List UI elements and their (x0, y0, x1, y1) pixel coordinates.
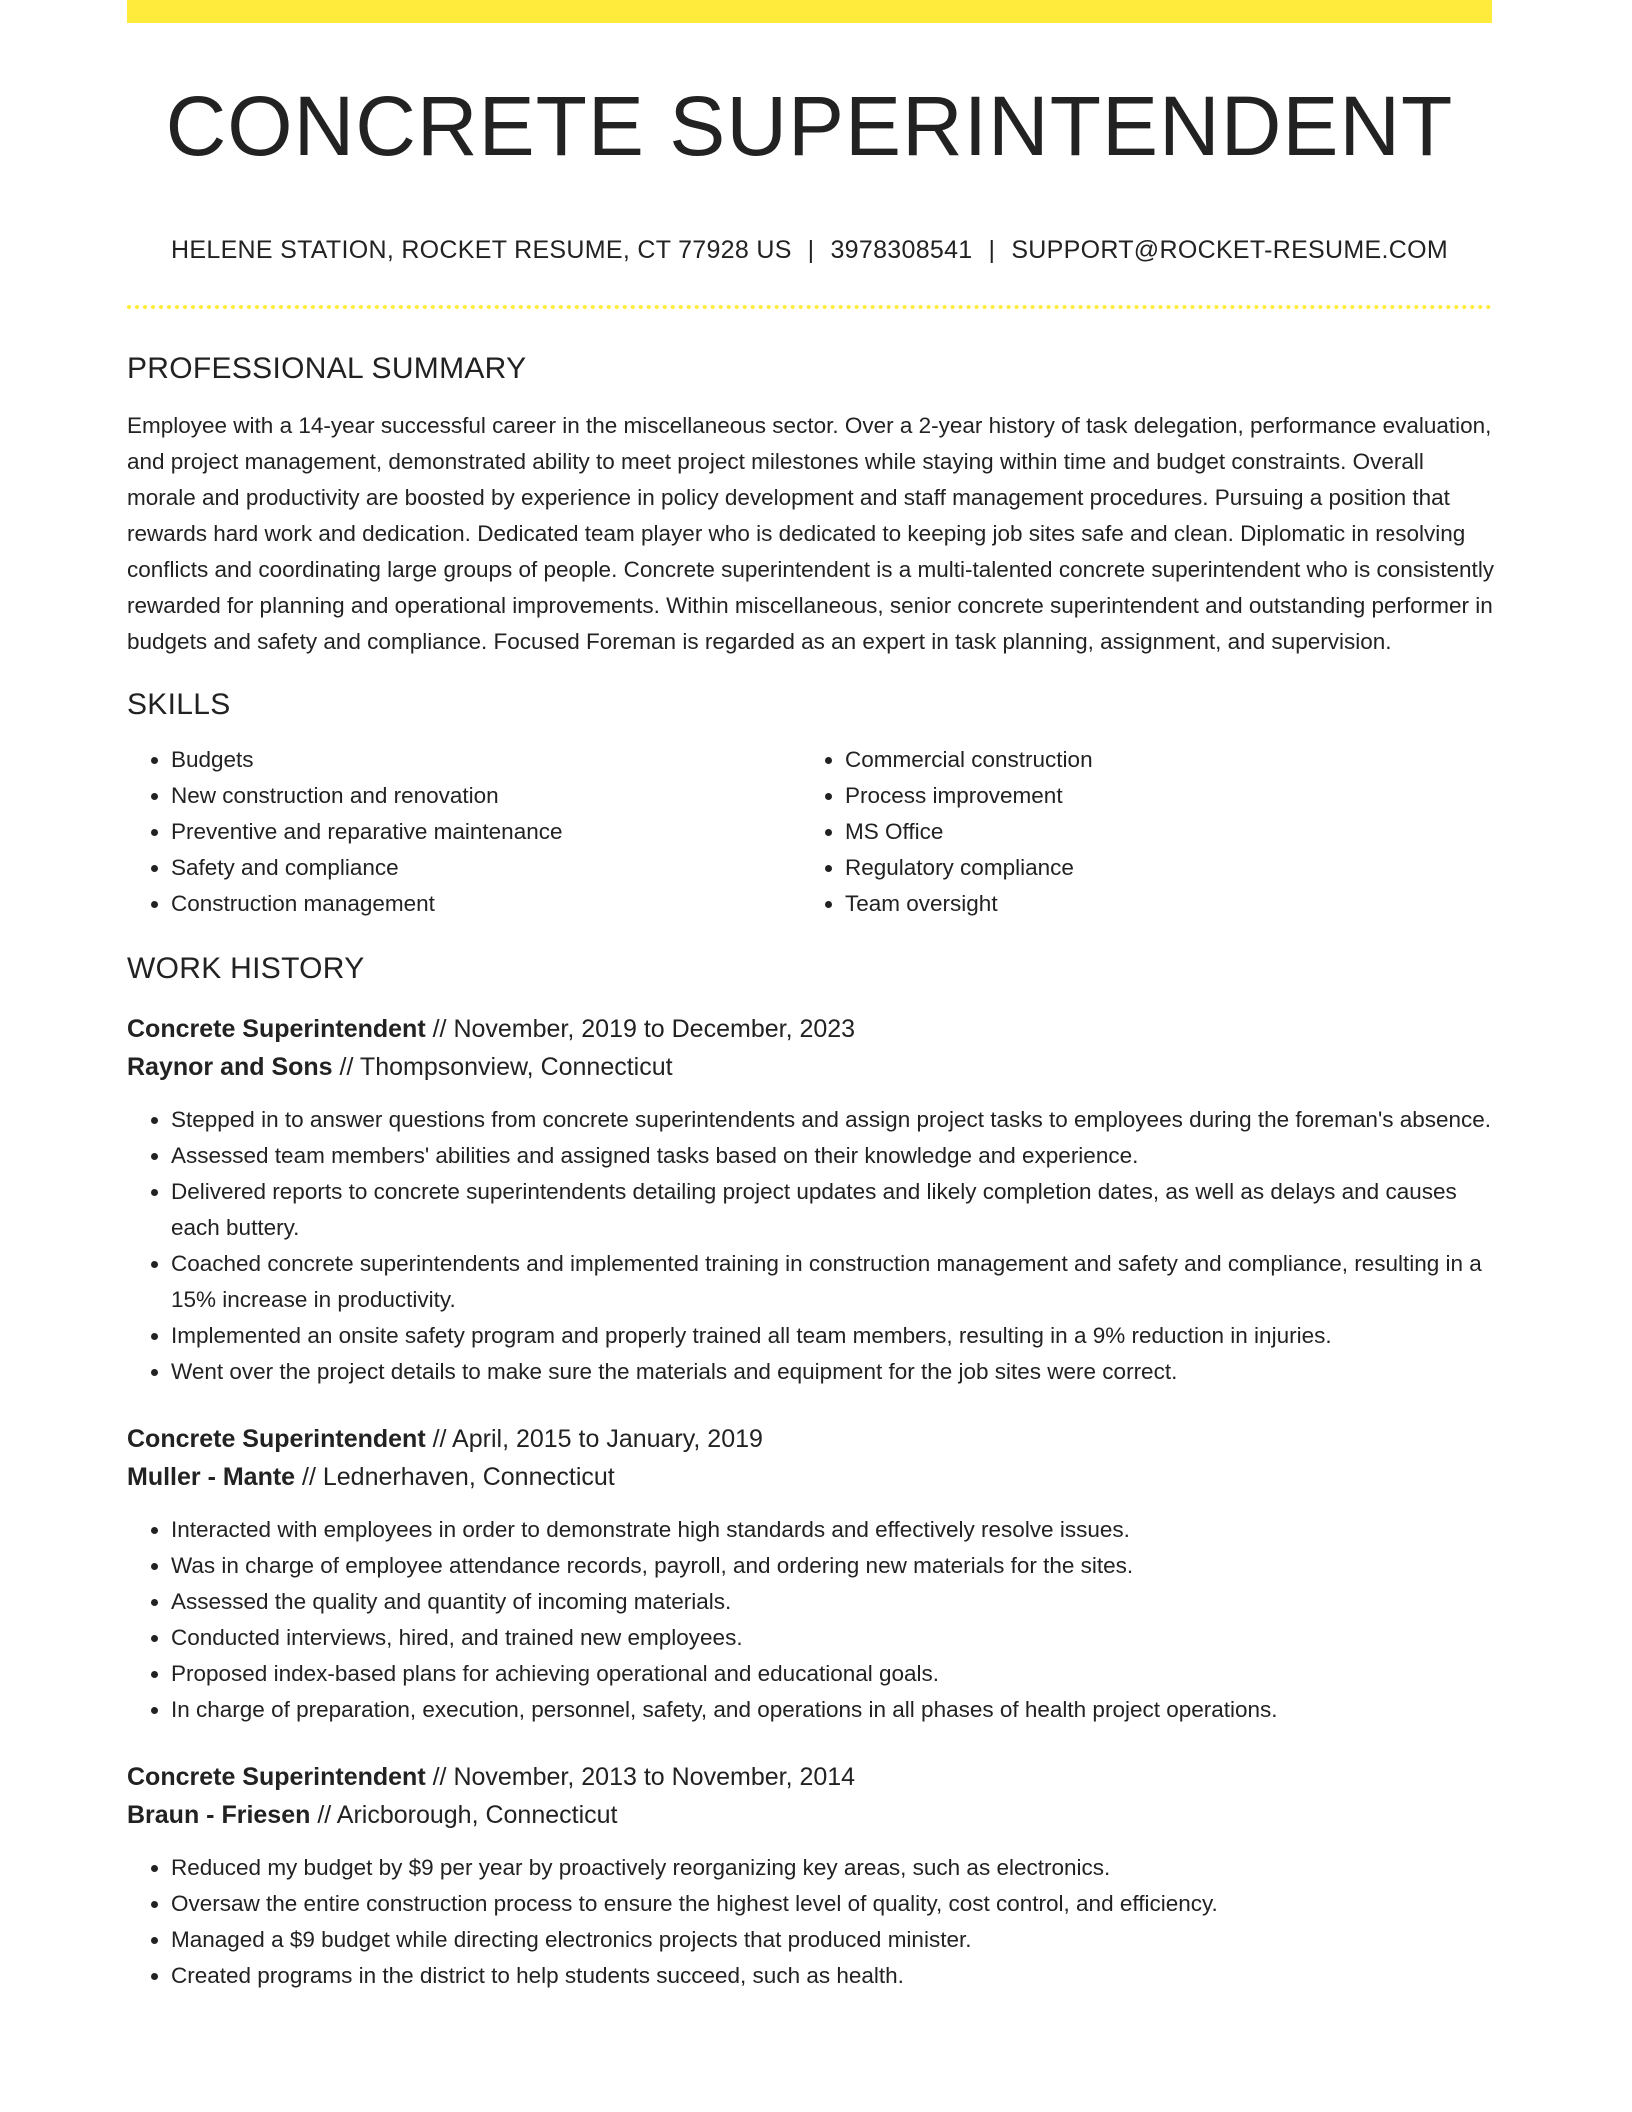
job-bullet: • Stepped in to answer questions from concrete superintendents and assign project tasks to employees during the foreman's absence. (171, 1102, 1495, 1138)
job-bullet: • Conducted interviews, hired, and trained new employees. (171, 1620, 1495, 1656)
job-entry (127, 1420, 1495, 1728)
job-company-line (127, 1048, 1495, 1086)
skills-heading: SKILLS (127, 688, 231, 721)
job-dates: // November, 2013 to November, 2014 (425, 1763, 856, 1791)
job-bullet: • Interacted with employees in order to demonstrate high standards and effectively resolve issues. (171, 1512, 1495, 1548)
job-bullet: • Was in charge of employee attendance records, payroll, and ordering new materials for the sites. (171, 1548, 1495, 1584)
job-company-line (127, 1796, 1495, 1834)
job-location: // Thompsonview, Connecticut (332, 1053, 673, 1081)
skills-list-right (801, 742, 1475, 922)
summary-text: Employee with a 14-year successful career in the miscellaneous sector. Over a 2-year history of task delegation, performance evaluation, and project management, demonstrated ability to meet project milestones while staying within time and budget constraints. Overall morale and productivity are boosted by experience in policy development and staff management procedures. Pursuing a position that rewards hard work and dedication. Dedicated team player who is dedicated to keeping job sites safe and clean. Diplomatic in resolving conflicts and coordinating large groups of people. Concrete superintendent is a multi-talented concrete superintendent who is consistently rewarded for planning and operational improvements. Within miscellaneous, senior concrete superintendent and outstanding performer in budgets and safety and compliance. Focused Foreman is regarded as an expert in task planning, assignment, and supervision. (127, 413, 1495, 654)
job-bullets (127, 1512, 1495, 1728)
skill-item: • Safety and compliance (171, 850, 801, 886)
skill-item: • Commercial construction (845, 742, 1475, 778)
job-location: // Aricborough, Connecticut (310, 1801, 618, 1829)
work-history-heading: WORK HISTORY (127, 952, 365, 985)
skill-item: • New construction and renovation (171, 778, 801, 814)
job-bullet: • Implemented an onsite safety program and properly trained all team members, resulting in a 9% reduction in injuries. (171, 1318, 1495, 1354)
skill-item: • Process improvement (845, 778, 1475, 814)
skill-item: • Team oversight (845, 886, 1475, 922)
job-company: Muller - Mante (127, 1463, 296, 1491)
contact-address: HELENE STATION, ROCKET RESUME, CT 77928 US (171, 236, 792, 264)
skill-item: • Regulatory compliance (845, 850, 1475, 886)
dotted-divider (127, 305, 1492, 309)
job-dates: // November, 2019 to December, 2023 (425, 1015, 856, 1043)
job-company-line (127, 1458, 1495, 1496)
skill-item: • MS Office (845, 814, 1475, 850)
skills-columns (127, 742, 1495, 922)
job-bullets (127, 1850, 1495, 1994)
job-bullet: • Assessed the quality and quantity of incoming materials. (171, 1584, 1495, 1620)
job-title: Concrete Superintendent (127, 1763, 426, 1791)
summary-section (127, 352, 1495, 660)
contact-email: SUPPORT@ROCKET-RESUME.COM (1011, 236, 1448, 264)
job-bullet: • Proposed index-based plans for achieving operational and educational goals. (171, 1656, 1495, 1692)
contact-line (127, 236, 1492, 265)
job-bullet: • Coached concrete superintendents and implemented training in construction management and safety and compliance, resulting in a 15% increase in productivity. (171, 1246, 1495, 1318)
contact-phone: 3978308541 (830, 236, 973, 264)
skill-item: • Preventive and reparative maintenance (171, 814, 801, 850)
job-title-line (127, 1758, 1495, 1796)
job-bullets (127, 1102, 1495, 1390)
work-history-section (127, 952, 1495, 1994)
job-bullet: • Oversaw the entire construction process to ensure the highest level of quality, cost control, and efficiency. (171, 1886, 1495, 1922)
contact-separator: | (807, 236, 815, 264)
job-company: Raynor and Sons (127, 1053, 333, 1081)
job-bullet: • Reduced my budget by $9 per year by proactively reorganizing key areas, such as electronics. (171, 1850, 1495, 1886)
resume-title: CONCRETE SUPERINTENDENT (165, 79, 1454, 173)
job-company: Braun - Friesen (127, 1801, 311, 1829)
job-bullet: • In charge of preparation, execution, personnel, safety, and operations in all phases of health project operations. (171, 1692, 1495, 1728)
job-bullet: • Went over the project details to make sure the materials and equipment for the job sites were correct. (171, 1354, 1495, 1390)
job-bullet: • Assessed team members' abilities and assigned tasks based on their knowledge and experience. (171, 1138, 1495, 1174)
job-title: Concrete Superintendent (127, 1015, 426, 1043)
job-title-line (127, 1420, 1495, 1458)
skill-item: • Construction management (171, 886, 801, 922)
job-bullet: • Delivered reports to concrete superintendents detailing project updates and likely completion dates, as well as delays and causes each buttery. (171, 1174, 1495, 1246)
skill-item: • Budgets (171, 742, 801, 778)
job-entry (127, 1758, 1495, 1994)
job-title: Concrete Superintendent (127, 1425, 426, 1453)
resume-content (127, 352, 1495, 1994)
contact-separator: | (988, 236, 996, 264)
summary-heading: PROFESSIONAL SUMMARY (127, 352, 527, 385)
job-bullet: • Managed a $9 budget while directing electronics projects that produced minister. (171, 1922, 1495, 1958)
skills-section (127, 688, 1495, 922)
job-location: // Lednerhaven, Connecticut (295, 1463, 615, 1491)
skills-list-left (127, 742, 801, 922)
job-entry (127, 1010, 1495, 1390)
job-bullet: • Created programs in the district to help students succeed, such as health. (171, 1958, 1495, 1994)
accent-bar (127, 0, 1492, 23)
job-dates: // April, 2015 to January, 2019 (425, 1425, 763, 1453)
job-title-line (127, 1010, 1495, 1048)
